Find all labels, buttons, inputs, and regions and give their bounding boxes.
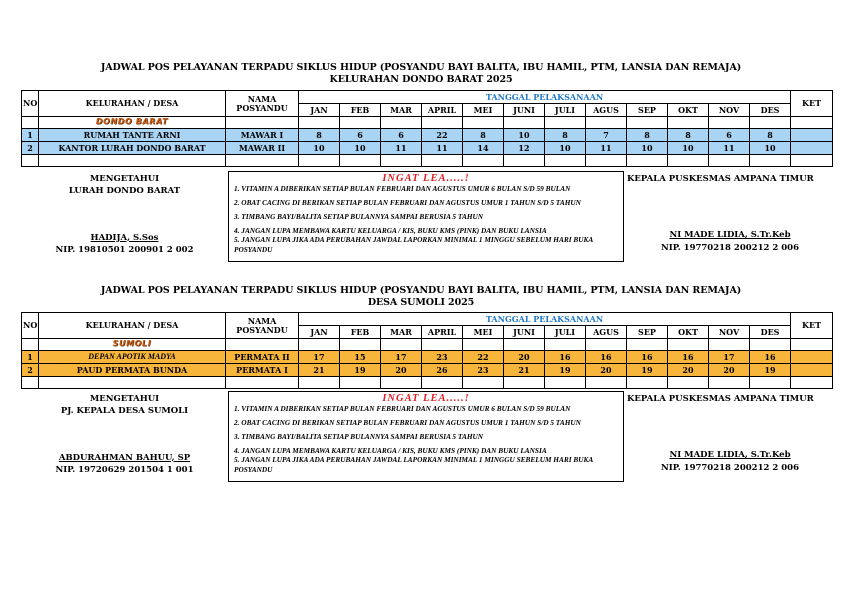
date-cell: 26 <box>422 364 463 377</box>
empty-cell <box>340 117 381 129</box>
date-cell: 16 <box>545 351 586 364</box>
sign-title: PJ. KEPALA DESA SUMOLI <box>60 406 189 417</box>
empty-cell <box>422 155 463 167</box>
empty-cell <box>504 339 545 351</box>
group-label-sumoli: SUMOLI <box>39 339 226 351</box>
row-no: 1 <box>22 129 39 142</box>
empty-cell <box>627 155 668 167</box>
reminder-item: 2. OBAT CACING DI BERIKAN SETIAP BULAN FEBRUARI DAN AGUSTUS UMUR 1 TAHUN S/D 5 TAHUN <box>234 198 581 208</box>
empty-cell <box>422 117 463 129</box>
empty-cell <box>545 339 586 351</box>
empty-cell <box>750 155 791 167</box>
empty-cell <box>586 117 627 129</box>
date-cell: 19 <box>627 364 668 377</box>
col-header-no: NO <box>22 91 39 117</box>
date-cell: 10 <box>627 142 668 155</box>
empty-cell <box>340 377 381 389</box>
sign-nip: NIP. 19770218 200212 2 006 <box>661 242 799 253</box>
sign-nip: NIP. 19810501 200901 2 002 <box>55 244 194 255</box>
empty-cell <box>750 377 791 389</box>
col-header-ket: KET <box>791 91 833 117</box>
sign-name: HADIJA, S.Sos <box>90 232 159 243</box>
empty-cell <box>381 377 422 389</box>
sign-title: LURAH DONDO BARAT <box>68 186 181 197</box>
date-cell: 23 <box>463 364 504 377</box>
date-cell: 19 <box>750 364 791 377</box>
group-row <box>22 117 833 129</box>
date-cell: 19 <box>340 364 381 377</box>
empty-cell <box>545 377 586 389</box>
empty-cell <box>791 117 833 129</box>
date-cell: 21 <box>299 364 340 377</box>
month-header: NOV <box>709 104 750 117</box>
month-header: DES <box>750 104 791 117</box>
empty-cell <box>709 339 750 351</box>
date-cell: 20 <box>668 364 709 377</box>
table-row <box>22 351 833 364</box>
empty-cell <box>422 339 463 351</box>
row-kelurahan: DEPAN APOTIK MADYA <box>39 351 226 364</box>
col-header-tanggal-pelaksanaan: TANGGAL PELAKSANAAN <box>299 313 791 326</box>
row-no: 2 <box>22 142 39 155</box>
section2-title-line2: DESA SUMOLI 2025 <box>367 297 475 308</box>
empty-cell <box>545 117 586 129</box>
date-cell: 10 <box>750 142 791 155</box>
month-header: JUNI <box>504 104 545 117</box>
empty-cell <box>709 377 750 389</box>
month-header: FEB <box>340 326 381 339</box>
date-cell: 10 <box>504 129 545 142</box>
month-header: JUNI <box>504 326 545 339</box>
row-kelurahan: KANTOR LURAH DONDO BARAT <box>39 142 226 155</box>
empty-cell <box>668 339 709 351</box>
reminder-item: 4. JANGAN LUPA MEMBAWA KARTU KELUARGA / KIS, BUKU KMS (PINK) DAN BUKU LANSIA <box>234 226 547 236</box>
month-header: MAR <box>381 104 422 117</box>
schedule-table-sumoli <box>21 312 833 389</box>
month-header: OKT <box>668 326 709 339</box>
empty-cell <box>22 155 39 167</box>
date-cell: 11 <box>422 142 463 155</box>
date-cell: 16 <box>750 351 791 364</box>
month-header: SEP <box>627 104 668 117</box>
sign-mengetahui: MENGETAHUI <box>89 174 160 184</box>
ket-cell <box>791 142 833 155</box>
date-cell: 10 <box>340 142 381 155</box>
empty-cell <box>545 155 586 167</box>
reminder-box-1 <box>228 171 624 262</box>
empty-cell <box>586 377 627 389</box>
empty-cell <box>422 377 463 389</box>
date-cell: 8 <box>545 129 586 142</box>
col-header-nama-posyandu: NAMA POSYANDU <box>226 91 299 117</box>
month-header: JAN <box>299 326 340 339</box>
schedule-table-dondo-barat <box>21 90 833 167</box>
reminder-box-2 <box>228 391 624 482</box>
date-cell: 6 <box>340 129 381 142</box>
table-header-row <box>22 313 833 326</box>
date-cell: 23 <box>422 351 463 364</box>
table-row <box>22 364 833 377</box>
empty-cell <box>463 117 504 129</box>
table-row <box>22 129 833 142</box>
empty-cell <box>668 155 709 167</box>
date-cell: 16 <box>668 351 709 364</box>
signature-block-right-1 <box>627 173 833 254</box>
empty-cell <box>791 155 833 167</box>
empty-cell <box>340 155 381 167</box>
empty-cell <box>627 339 668 351</box>
empty-cell <box>463 339 504 351</box>
group-row <box>22 339 833 351</box>
date-cell: 8 <box>668 129 709 142</box>
col-header-ket: KET <box>791 313 833 339</box>
date-cell: 22 <box>463 351 504 364</box>
row-posyandu: PERMATA I <box>226 364 299 377</box>
col-header-no: NO <box>22 313 39 339</box>
empty-cell <box>299 117 340 129</box>
date-cell: 10 <box>545 142 586 155</box>
ket-cell <box>791 351 833 364</box>
date-cell: 6 <box>381 129 422 142</box>
ket-cell <box>791 129 833 142</box>
month-header: JAN <box>299 104 340 117</box>
empty-cell <box>668 117 709 129</box>
date-cell: 20 <box>586 364 627 377</box>
month-header: MAR <box>381 326 422 339</box>
row-no: 2 <box>22 364 39 377</box>
month-header: APRIL <box>422 326 463 339</box>
reminder-item: 5. JANGAN LUPA JIKA ADA PERUBAHAN JAWDAL LAPORKAN MINIMAL 1 MINGGU SEBELUM HARI BUKA POSYANDU <box>234 455 593 474</box>
date-cell: 20 <box>504 351 545 364</box>
empty-cell <box>463 377 504 389</box>
date-cell: 12 <box>504 142 545 155</box>
empty-cell <box>299 377 340 389</box>
table-header-row <box>22 91 833 104</box>
empty-cell <box>627 377 668 389</box>
date-cell: 8 <box>627 129 668 142</box>
empty-cell <box>381 117 422 129</box>
reminder-item: 1. VITAMIN A DIBERIKAN SETIAP BULAN FEBRUARI DAN AGUSTUS UMUR 6 BULAN S/D 59 BULAN <box>234 404 571 413</box>
empty-cell <box>668 377 709 389</box>
sign-title: KEPALA PUSKESMAS AMPANA TIMUR <box>627 394 814 404</box>
sign-name: NI MADE LIDIA, S.Tr.Keb <box>669 230 791 241</box>
signature-block-left-1 <box>21 173 228 256</box>
empty-cell <box>504 117 545 129</box>
date-cell: 11 <box>586 142 627 155</box>
signature-block-right-2 <box>627 393 833 474</box>
empty-cell <box>22 117 39 129</box>
empty-cell <box>381 339 422 351</box>
empty-cell <box>22 339 39 351</box>
empty-cell <box>504 377 545 389</box>
date-cell: 17 <box>381 351 422 364</box>
section2-title-line1: JADWAL POS PELAYANAN TERPADU SIKLUS HIDUP (POSYANDU BAYI BALITA, IBU HAMIL, PTM, LANSIA DAN REMAJA) <box>100 285 742 296</box>
empty-cell <box>226 117 299 129</box>
row-posyandu: MAWAR II <box>226 142 299 155</box>
col-header-kelurahan: KELURAHAN / DESA <box>39 313 226 339</box>
section1-title-line1: JADWAL POS PELAYANAN TERPADU SIKLUS HIDUP (POSYANDU BAYI BALITA, IBU HAMIL, PTM, LANSIA DAN REMAJA) <box>100 62 742 73</box>
empty-cell <box>791 377 833 389</box>
row-posyandu: MAWAR I <box>226 129 299 142</box>
month-header: MEI <box>463 326 504 339</box>
month-header: AGUS <box>586 104 627 117</box>
reminder-item: 2. OBAT CACING DI BERIKAN SETIAP BULAN FEBRUARI DAN AGUSTUS UMUR 1 TAHUN S/D 5 TAHUN <box>234 418 581 428</box>
date-cell: 16 <box>586 351 627 364</box>
col-header-tanggal-pelaksanaan: TANGGAL PELAKSANAAN <box>299 91 791 104</box>
reminder-item: 3. TIMBANG BAYI/BALITA SETIAP BULANNYA SAMPAI BERUSIA 5 TAHUN <box>234 432 484 442</box>
date-cell: 17 <box>709 351 750 364</box>
reminder-item: 4. JANGAN LUPA MEMBAWA KARTU KELUARGA / KIS, BUKU KMS (PINK) DAN BUKU LANSIA <box>234 446 547 456</box>
reminder-item: 3. TIMBANG BAYI/BALITA SETIAP BULANNYA SAMPAI BERUSIA 5 TAHUN <box>234 212 484 222</box>
date-cell: 15 <box>340 351 381 364</box>
empty-cell <box>750 117 791 129</box>
row-kelurahan: RUMAH TANTE ARNI <box>39 129 226 142</box>
sign-nip: NIP. 19720629 201504 1 001 <box>55 464 194 475</box>
date-cell: 21 <box>504 364 545 377</box>
empty-cell <box>504 155 545 167</box>
date-cell: 16 <box>627 351 668 364</box>
date-cell: 10 <box>299 142 340 155</box>
date-cell: 10 <box>668 142 709 155</box>
date-cell: 6 <box>709 129 750 142</box>
ket-cell <box>791 364 833 377</box>
reminder-item: 1. VITAMIN A DIBERIKAN SETIAP BULAN FEBRUARI DAN AGUSTUS UMUR 6 BULAN S/D 59 BULAN <box>234 184 571 193</box>
empty-cell <box>750 339 791 351</box>
col-header-kelurahan: KELURAHAN / DESA <box>39 91 226 117</box>
month-header: DES <box>750 326 791 339</box>
section1-title-line2: KELURAHAN DONDO BARAT 2025 <box>329 74 513 85</box>
month-header: APRIL <box>422 104 463 117</box>
empty-cell <box>586 155 627 167</box>
col-header-nama-posyandu: NAMA POSYANDU <box>226 313 299 339</box>
date-cell: 20 <box>709 364 750 377</box>
empty-cell <box>709 155 750 167</box>
row-posyandu: PERMATA II <box>226 351 299 364</box>
month-header: OKT <box>668 104 709 117</box>
reminder-title: INGAT LEA.....! <box>382 173 470 184</box>
month-header: MEI <box>463 104 504 117</box>
empty-cell <box>22 377 39 389</box>
sign-name: NI MADE LIDIA, S.Tr.Keb <box>669 450 791 461</box>
date-cell: 7 <box>586 129 627 142</box>
row-kelurahan: PAUD PERMATA BUNDA <box>39 364 226 377</box>
empty-cell <box>226 155 299 167</box>
month-header: FEB <box>340 104 381 117</box>
empty-cell <box>381 155 422 167</box>
date-cell: 8 <box>750 129 791 142</box>
month-header: JULI <box>545 326 586 339</box>
date-cell: 8 <box>299 129 340 142</box>
empty-cell <box>226 377 299 389</box>
empty-cell <box>299 155 340 167</box>
empty-row <box>22 377 833 389</box>
date-cell: 17 <box>299 351 340 364</box>
group-label-dondo-barat: DONDO BARAT <box>39 117 226 129</box>
empty-cell <box>226 339 299 351</box>
empty-cell <box>791 339 833 351</box>
empty-cell <box>463 155 504 167</box>
sign-title: KEPALA PUSKESMAS AMPANA TIMUR <box>627 174 814 184</box>
month-header: AGUS <box>586 326 627 339</box>
sign-mengetahui: MENGETAHUI <box>89 394 160 404</box>
date-cell: 8 <box>463 129 504 142</box>
signature-block-left-2 <box>21 393 228 476</box>
empty-cell <box>586 339 627 351</box>
empty-cell <box>299 339 340 351</box>
date-cell: 22 <box>422 129 463 142</box>
reminder-item: 5. JANGAN LUPA JIKA ADA PERUBAHAN JAWDAL LAPORKAN MINIMAL 1 MINGGU SEBELUM HARI BUKA POSYANDU <box>234 235 593 254</box>
sign-name: ABDURAHMAN BAHUU, SP <box>58 452 191 463</box>
reminder-title: INGAT LEA.....! <box>382 393 470 404</box>
empty-cell <box>709 117 750 129</box>
empty-cell <box>627 117 668 129</box>
empty-cell <box>340 339 381 351</box>
empty-row <box>22 155 833 167</box>
date-cell: 14 <box>463 142 504 155</box>
empty-cell <box>39 155 226 167</box>
date-cell: 20 <box>381 364 422 377</box>
row-no: 1 <box>22 351 39 364</box>
empty-cell <box>39 377 226 389</box>
date-cell: 11 <box>709 142 750 155</box>
table-row <box>22 142 833 155</box>
date-cell: 11 <box>381 142 422 155</box>
sign-nip: NIP. 19770218 200212 2 006 <box>661 462 799 473</box>
month-header: NOV <box>709 326 750 339</box>
date-cell: 19 <box>545 364 586 377</box>
month-header: JULI <box>545 104 586 117</box>
month-header: SEP <box>627 326 668 339</box>
